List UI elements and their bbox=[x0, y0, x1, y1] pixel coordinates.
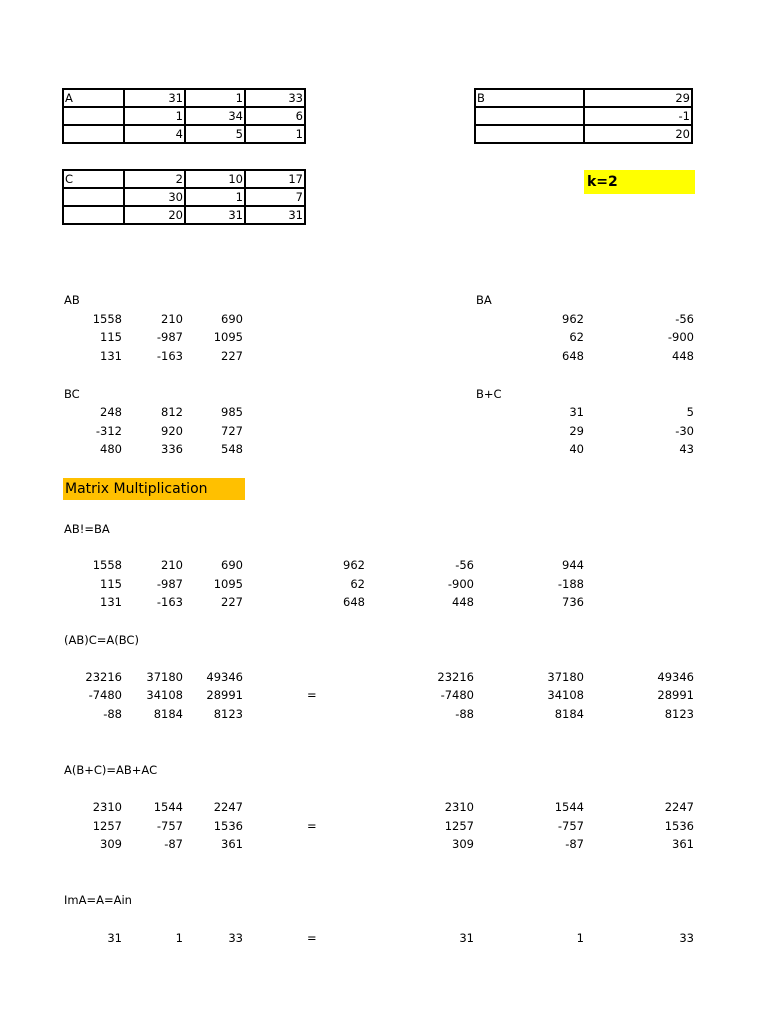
matrix-cell: 1 bbox=[175, 931, 183, 945]
matrix-cell[interactable]: 34 bbox=[185, 107, 245, 125]
matrix-cell: -7480 bbox=[440, 688, 474, 702]
matrix-cell[interactable]: 29 bbox=[584, 89, 692, 107]
matrix-cell: 131 bbox=[100, 349, 122, 363]
matrix-cell: 31 bbox=[569, 405, 584, 419]
matrix-cell: 37180 bbox=[146, 670, 183, 684]
ab-ne-ba-label: AB!=BA bbox=[64, 522, 110, 536]
matrix-cell: 40 bbox=[569, 442, 584, 456]
equals-sign: = bbox=[307, 931, 317, 945]
matrix-cell[interactable]: 6 bbox=[245, 107, 305, 125]
matrix-cell: -7480 bbox=[88, 688, 122, 702]
matrix-cell: 227 bbox=[221, 595, 243, 609]
matrix-cell: 1558 bbox=[92, 558, 122, 572]
matrix-cell: 34108 bbox=[547, 688, 584, 702]
matrix-cell[interactable]: 1 bbox=[245, 125, 305, 143]
matrix-c-label[interactable]: C bbox=[63, 170, 124, 188]
matrix-cell: 5 bbox=[686, 405, 694, 419]
matrix-a-table bbox=[62, 88, 306, 144]
matrix-cell: 309 bbox=[100, 837, 122, 851]
matrix-cell[interactable] bbox=[475, 107, 584, 125]
matrix-cell[interactable]: 7 bbox=[245, 188, 305, 206]
matrix-cell: 648 bbox=[343, 595, 365, 609]
matrix-cell: -88 bbox=[455, 707, 474, 721]
matrix-cell[interactable]: 10 bbox=[185, 170, 245, 188]
section-title[interactable]: Matrix Multiplication bbox=[63, 478, 245, 500]
matrix-cell: -56 bbox=[455, 558, 474, 572]
bc-label: BC bbox=[64, 387, 80, 401]
matrix-cell: 2310 bbox=[444, 800, 474, 814]
matrix-cell: 920 bbox=[161, 424, 183, 438]
bplusc-label: B+C bbox=[476, 387, 502, 401]
matrix-cell: 962 bbox=[562, 312, 584, 326]
matrix-cell: 8123 bbox=[213, 707, 243, 721]
matrix-cell: 361 bbox=[221, 837, 243, 851]
matrix-cell: 131 bbox=[100, 595, 122, 609]
matrix-cell: 448 bbox=[672, 349, 694, 363]
matrix-cell: -56 bbox=[675, 312, 694, 326]
matrix-cell: 336 bbox=[161, 442, 183, 456]
table-row bbox=[63, 107, 305, 125]
matrix-cell[interactable]: 17 bbox=[245, 170, 305, 188]
matrix-cell[interactable]: 1 bbox=[185, 89, 245, 107]
matrix-cell: 62 bbox=[350, 577, 365, 591]
matrix-cell: 736 bbox=[562, 595, 584, 609]
matrix-cell: 227 bbox=[221, 349, 243, 363]
matrix-cell: 985 bbox=[221, 405, 243, 419]
matrix-cell: 28991 bbox=[206, 688, 243, 702]
matrix-b-label[interactable]: B bbox=[475, 89, 584, 107]
matrix-cell[interactable]: 2 bbox=[124, 170, 185, 188]
matrix-cell[interactable]: 31 bbox=[245, 206, 305, 224]
matrix-cell: 480 bbox=[100, 442, 122, 456]
matrix-cell[interactable]: 1 bbox=[185, 188, 245, 206]
matrix-cell[interactable]: 30 bbox=[124, 188, 185, 206]
matrix-cell[interactable]: 33 bbox=[245, 89, 305, 107]
matrix-cell: -987 bbox=[156, 330, 183, 344]
matrix-cell: 8184 bbox=[554, 707, 584, 721]
matrix-cell: 31 bbox=[107, 931, 122, 945]
matrix-cell[interactable] bbox=[63, 107, 124, 125]
matrix-cell: 115 bbox=[100, 330, 122, 344]
assoc-label: (AB)C=A(BC) bbox=[64, 633, 139, 647]
matrix-cell: 23216 bbox=[437, 670, 474, 684]
matrix-cell: 1544 bbox=[153, 800, 183, 814]
matrix-cell: 2247 bbox=[213, 800, 243, 814]
matrix-cell: 210 bbox=[161, 558, 183, 572]
matrix-cell: 31 bbox=[459, 931, 474, 945]
matrix-cell: 8184 bbox=[153, 707, 183, 721]
table-row bbox=[63, 188, 305, 206]
matrix-a-label[interactable]: A bbox=[63, 89, 124, 107]
matrix-cell[interactable]: -1 bbox=[584, 107, 692, 125]
matrix-cell: 37180 bbox=[547, 670, 584, 684]
equals-sign: = bbox=[307, 819, 317, 833]
matrix-cell: 115 bbox=[100, 577, 122, 591]
matrix-cell: 944 bbox=[562, 558, 584, 572]
matrix-cell: -987 bbox=[156, 577, 183, 591]
matrix-cell: 1095 bbox=[213, 577, 243, 591]
matrix-cell[interactable]: 20 bbox=[124, 206, 185, 224]
matrix-cell: 1536 bbox=[664, 819, 694, 833]
matrix-cell: 1257 bbox=[444, 819, 474, 833]
matrix-cell: 28991 bbox=[657, 688, 694, 702]
matrix-cell: 210 bbox=[161, 312, 183, 326]
matrix-cell: 248 bbox=[100, 405, 122, 419]
dist-label: A(B+C)=AB+AC bbox=[64, 763, 158, 777]
matrix-cell[interactable]: 31 bbox=[124, 89, 185, 107]
matrix-cell: -163 bbox=[156, 349, 183, 363]
matrix-cell[interactable] bbox=[63, 188, 124, 206]
matrix-cell[interactable]: 20 bbox=[584, 125, 692, 143]
matrix-cell: 448 bbox=[452, 595, 474, 609]
table-row bbox=[475, 125, 692, 143]
matrix-cell: -87 bbox=[565, 837, 584, 851]
matrix-cell[interactable] bbox=[63, 206, 124, 224]
matrix-cell[interactable]: 4 bbox=[124, 125, 185, 143]
matrix-cell: 33 bbox=[679, 931, 694, 945]
matrix-cell: 1095 bbox=[213, 330, 243, 344]
table-row bbox=[475, 107, 692, 125]
matrix-cell: 548 bbox=[221, 442, 243, 456]
ab-label: AB bbox=[64, 293, 80, 307]
equals-sign: = bbox=[307, 688, 317, 702]
matrix-cell: 23216 bbox=[85, 670, 122, 684]
matrix-cell: -163 bbox=[156, 595, 183, 609]
matrix-cell: -88 bbox=[103, 707, 122, 721]
matrix-cell: 2247 bbox=[664, 800, 694, 814]
matrix-cell: -900 bbox=[447, 577, 474, 591]
matrix-cell: 309 bbox=[452, 837, 474, 851]
matrix-cell: 1257 bbox=[92, 819, 122, 833]
matrix-cell: 29 bbox=[569, 424, 584, 438]
matrix-c-table bbox=[62, 169, 306, 225]
scalar-k-cell[interactable]: k=2 bbox=[584, 170, 695, 194]
matrix-cell: -188 bbox=[557, 577, 584, 591]
matrix-cell: -757 bbox=[156, 819, 183, 833]
matrix-cell: 62 bbox=[569, 330, 584, 344]
matrix-cell[interactable] bbox=[475, 125, 584, 143]
matrix-cell: 361 bbox=[672, 837, 694, 851]
matrix-cell: -30 bbox=[675, 424, 694, 438]
matrix-cell: 49346 bbox=[206, 670, 243, 684]
matrix-cell: 727 bbox=[221, 424, 243, 438]
matrix-cell: 962 bbox=[343, 558, 365, 572]
matrix-cell: 49346 bbox=[657, 670, 694, 684]
ba-label: BA bbox=[476, 293, 492, 307]
matrix-cell: 34108 bbox=[146, 688, 183, 702]
matrix-cell: 1536 bbox=[213, 819, 243, 833]
matrix-cell: 1558 bbox=[92, 312, 122, 326]
matrix-cell[interactable] bbox=[63, 125, 124, 143]
table-row bbox=[63, 206, 305, 224]
matrix-cell[interactable]: 31 bbox=[185, 206, 245, 224]
table-row bbox=[475, 89, 692, 107]
matrix-cell: 690 bbox=[221, 558, 243, 572]
table-row bbox=[63, 170, 305, 188]
matrix-cell: 690 bbox=[221, 312, 243, 326]
matrix-cell: -87 bbox=[164, 837, 183, 851]
matrix-cell: 648 bbox=[562, 349, 584, 363]
matrix-cell: 1 bbox=[576, 931, 584, 945]
table-row bbox=[63, 125, 305, 143]
matrix-cell[interactable]: 1 bbox=[124, 107, 185, 125]
matrix-b-table bbox=[474, 88, 693, 144]
matrix-cell: -900 bbox=[667, 330, 694, 344]
matrix-cell: 33 bbox=[228, 931, 243, 945]
matrix-cell[interactable]: 5 bbox=[185, 125, 245, 143]
identity-label: ImA=A=Ain bbox=[64, 893, 132, 907]
matrix-cell: 1544 bbox=[554, 800, 584, 814]
table-row bbox=[63, 89, 305, 107]
matrix-cell: 8123 bbox=[664, 707, 694, 721]
matrix-cell: 812 bbox=[161, 405, 183, 419]
matrix-cell: -312 bbox=[95, 424, 122, 438]
matrix-cell: 2310 bbox=[92, 800, 122, 814]
matrix-cell: 43 bbox=[679, 442, 694, 456]
matrix-cell: -757 bbox=[557, 819, 584, 833]
